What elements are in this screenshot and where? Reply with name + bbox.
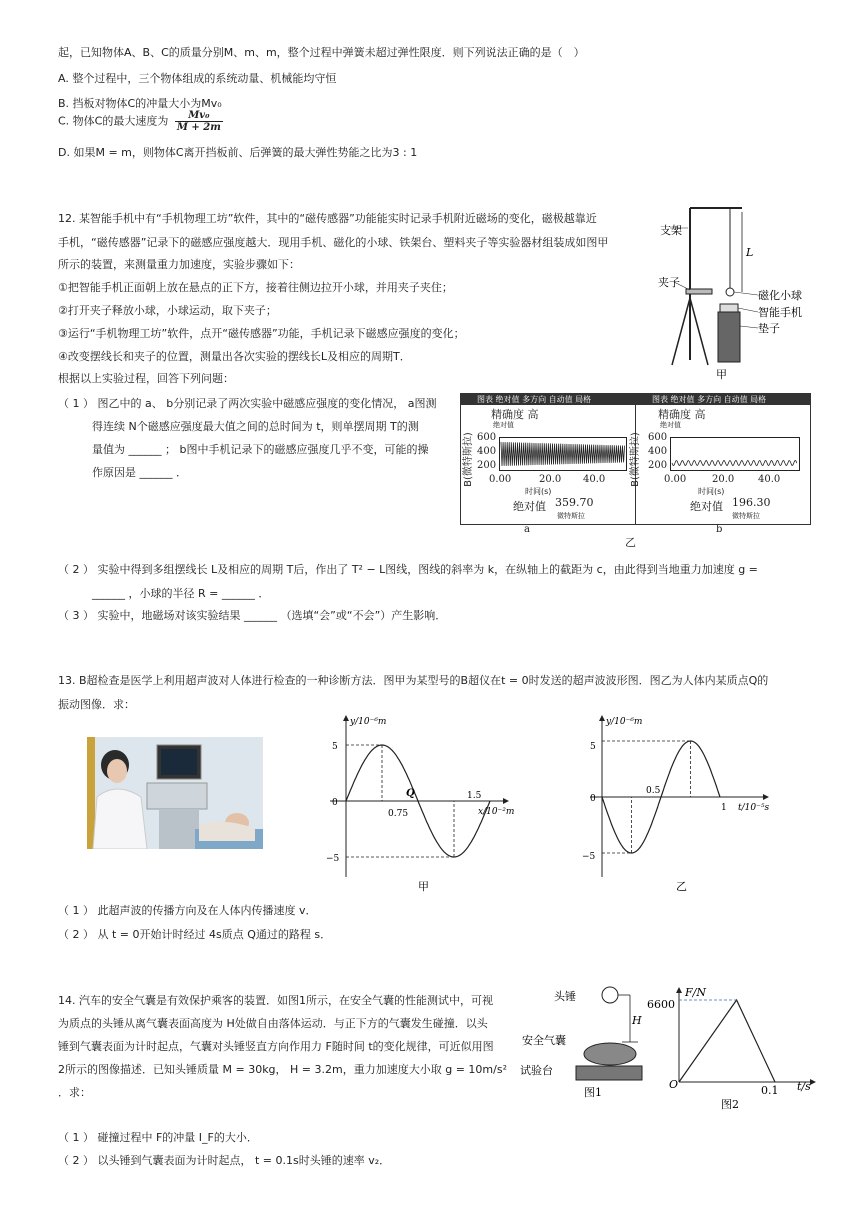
x-axis-label: 时间(s) — [698, 487, 725, 496]
x-tick: 40.0 — [758, 474, 781, 485]
figure-caption: 乙 — [676, 880, 687, 892]
q12-sub3: （ 3 ） 实验中，地磁场对该实验结果 ______ （选填“会”或“不会”）产生影响． — [58, 609, 447, 622]
plot-b — [670, 437, 800, 471]
y-axis-label: F/N — [685, 986, 706, 999]
precision-label: 精确度 高 — [491, 408, 539, 421]
q12-line1: 12. 某智能手机中有“手机物理工坊”软件，其中的“磁传感器”功能能实时记录手机附近磁场的变化，磁极越靠近 — [58, 212, 597, 225]
origin-label: 0 — [332, 798, 338, 808]
tripod-leg — [690, 298, 708, 365]
q12-sub2-line-a: （ 2 ） 实验中得到多组摆线长 L及相应的周期 T后，作出了 T² − L图线，图线的斜率为 k，在纵轴上的截距为 c，由此得到当地重力加速度 g = — [58, 563, 758, 576]
q11-option-a: A. 整个过程中，三个物体组成的系统动量、机械能均守恒 — [58, 72, 337, 85]
origin-label: O — [669, 1078, 679, 1091]
y-max-label: 5 — [590, 742, 596, 752]
signal-line-a — [501, 442, 625, 466]
y-max-label: 5 — [332, 742, 338, 752]
q13-line1: 13. B超检查是医学上利用超声波对人体进行检查的一种诊断方法．图甲为某型号的B超仪在t = 0时发送的超声波波形图．图乙为人体内某质点Q的 — [58, 674, 769, 687]
panel-b-label: b — [716, 524, 723, 535]
length-label: L — [746, 246, 754, 259]
q12-sub1-line-b: 得连续 N个磁感应强度最大值之间的总时间为 t，则单摆周期 T的测 — [92, 420, 419, 433]
table-label: 试验台 — [520, 1064, 553, 1077]
x-end-label: 0.1 — [761, 1084, 779, 1097]
y-axis-label: B(微特斯拉) — [629, 432, 641, 487]
x-tick: 20.0 — [712, 474, 735, 485]
y-tick: 600 — [477, 432, 497, 443]
ball-label: 磁化小球 — [758, 289, 802, 302]
app-menu-bar: 图表 绝对值 多方向 自动值 局格 — [636, 394, 810, 405]
point-q-label: Q — [406, 788, 415, 799]
x-axis-label: 时间(s) — [525, 487, 552, 496]
q13-line2: 振动图像．求： — [58, 698, 135, 711]
unit-a: 微特斯拉 — [557, 512, 585, 520]
q12-sub1-line-d: 作原因是 ______ ． — [92, 466, 187, 479]
cushion — [718, 312, 740, 362]
x-tick-label: 1.5 — [467, 791, 482, 801]
q14-line3: 锤到气囊表面为计时起点，气囊对头锤竖直方向作用力 F随时间 t的变化规律，可近似用图 — [58, 1040, 494, 1053]
q14-sub1: （ 1 ） 碰撞过程中 F的冲量 I_F的大小． — [58, 1131, 258, 1144]
phone-label: 智能手机 — [758, 306, 802, 319]
absval-caption: 绝对值 — [660, 421, 681, 429]
clip-label: 夹子 — [658, 276, 680, 289]
y-axis-label: y/10⁻⁶m — [606, 717, 643, 727]
abs-value-b: 196.30 — [732, 496, 771, 509]
x-tick: 20.0 — [539, 474, 562, 485]
figure-caption: 甲 — [716, 368, 727, 380]
ultrasound-scene-illustration — [87, 737, 263, 849]
figure-caption: 图2 — [721, 1098, 739, 1111]
fraction-denominator: M + 2m — [176, 122, 221, 133]
q11-option-b: B. 挡板对物体C的冲量大小为Mv₀ — [58, 97, 222, 110]
x-tick: 0.00 — [489, 474, 512, 485]
figure-caption: 图1 — [584, 1086, 602, 1099]
x-tick-label: 0.5 — [646, 786, 661, 796]
q14-line1: 14. 汽车的安全气囊是有效保护乘客的装置．如图1所示，在安全气囊的性能测试中，可视 — [58, 994, 493, 1007]
force-series — [679, 1000, 775, 1082]
abs-value-label: 绝对值 — [690, 500, 723, 513]
y-tick: 200 — [648, 460, 668, 471]
head-label: 头锤 — [554, 990, 576, 1003]
airbag-test-figure — [518, 982, 648, 1102]
magnetometer-figure — [460, 393, 811, 525]
label-leader — [738, 308, 758, 312]
x-tick-label: 0.75 — [388, 809, 409, 819]
force-time-graph — [645, 984, 820, 1114]
figure-caption: 甲 — [418, 880, 429, 892]
q12-step1: ①把智能手机正面朝上放在悬点的正下方，接着往侧边拉开小球，并用夹子夹住； — [58, 281, 453, 294]
x-axis-label: t/s — [797, 1080, 811, 1093]
y-tick: 200 — [477, 460, 497, 471]
plot-a — [499, 437, 627, 471]
q12-sub1-line-c: 量值为 ______ ； b图中手机记录下的磁感应强度几乎不变，可能的操 — [92, 443, 429, 456]
x-tick: 40.0 — [583, 474, 606, 485]
x-tick-label: 1 — [721, 803, 727, 813]
y-max-label: 6600 — [647, 998, 675, 1011]
base-label: 垫子 — [758, 322, 780, 335]
fraction-numerator: Mv₀ — [175, 110, 223, 122]
precision-label: 精确度 高 — [658, 408, 706, 421]
absval-caption: 绝对值 — [493, 421, 514, 429]
vibration-graph-yi — [580, 712, 780, 892]
abs-value-a: 359.70 — [555, 496, 594, 509]
q11-option-c-fraction — [175, 110, 223, 133]
q11-option-d: D. 如果M = m，则物体C离开挡板前、后弹簧的最大弹性势能之比为3 : 1 — [58, 146, 418, 159]
abs-value-label: 绝对值 — [513, 500, 546, 513]
pendulum-apparatus-figure — [650, 200, 815, 380]
ultrasound-photo — [87, 737, 263, 849]
y-axis-label: B(微特斯拉) — [462, 432, 474, 487]
test-table — [576, 1066, 642, 1080]
q13-sub2: （ 2 ） 从 t = 0开始计时经过 4s质点 Q通过的路程 s． — [58, 928, 332, 941]
panel-a-label: a — [524, 524, 530, 535]
q14-line2: 为质点的头锤从离气囊表面高度为 H处做自由落体运动．与正下方的气囊发生碰撞．以头 — [58, 1017, 488, 1030]
H-label: H — [632, 1014, 642, 1027]
q12-step2: ②打开夹子释放小球，小球运动，取下夹子； — [58, 304, 277, 317]
q14-line4: 2所示的图像描述．已知头锤质量 M = 30kg， H = 3.2m，重力加速度大小取 g = 10m/s² — [58, 1063, 507, 1076]
label-leader — [740, 326, 758, 328]
x-axis-label: t/10⁻⁵s — [738, 803, 770, 813]
q12-step5: 根据以上实验过程，回答下列问题： — [58, 372, 234, 385]
magnetized-ball — [726, 288, 734, 296]
y-axis-label: y/10⁻⁶m — [350, 717, 387, 727]
q12-sub2-line-b: ______ ，小球的半径 R = ______ ． — [92, 587, 270, 600]
head-hammer — [602, 987, 618, 1003]
force-curve — [679, 1000, 775, 1082]
x-axis-label: x/10⁻²m — [478, 807, 515, 817]
q14-sub2: （ 2 ） 以头锤到气囊表面为计时起点， t = 0.1s时头锤的速率 v₂． — [58, 1154, 391, 1167]
q11-option-c-text: C. 物体C的最大速度为 — [58, 114, 169, 128]
figure-caption-yi: 乙 — [625, 536, 636, 549]
y-tick: 400 — [648, 446, 668, 457]
screenshot-b — [629, 394, 810, 524]
x-tick: 0.00 — [664, 474, 687, 485]
wave-graph-jia — [320, 712, 520, 892]
y-tick: 400 — [477, 446, 497, 457]
smartphone — [720, 304, 738, 312]
q12-step4: ④改变摆线长和夹子的位置，测量出各次实验的摆线长L及相应的周期T． — [58, 350, 411, 363]
q12-step3: ③运行“手机物理工坊”软件，点开“磁传感器”功能，手机记录下磁感应强度的变化； — [58, 327, 465, 340]
y-min-label: −5 — [326, 854, 340, 864]
tripod-leg — [672, 298, 690, 365]
q13-sub1: （ 1 ） 此超声波的传播方向及在人体内传播速度 v． — [58, 904, 317, 917]
frame-label: 支架 — [660, 224, 682, 237]
airbag-label: 安全气囊 — [522, 1034, 566, 1047]
airbag — [584, 1043, 636, 1065]
unit-b: 微特斯拉 — [732, 512, 760, 520]
origin-label: 0 — [590, 794, 596, 804]
screenshot-a — [461, 394, 636, 524]
q12-line2: 手机，“磁传感器”记录下的磁感应强度越大．现用手机、磁化的小球、铁架台、塑料夹子等实验器材组装成如图甲 — [58, 236, 609, 249]
signal-line-b — [672, 461, 797, 466]
app-menu-bar: 图表 绝对值 多方向 自动值 局格 — [461, 394, 635, 405]
q12-sub1-line-a: （ 1 ） 图乙中的 a、 b分别记录了两次实验中磁感应强度的变化情况， a图测 — [58, 397, 437, 410]
label-leader — [734, 292, 758, 295]
y-tick: 600 — [648, 432, 668, 443]
q11-intro: 起，已知物体A、B、C的质量分别M、m、m，整个过程中弹簧未超过弹性限度．则下列说法正确的是（ ） — [58, 46, 585, 59]
q11-option-c — [58, 110, 223, 133]
q12-line3: 所示的装置，来测量重力加速度，实验步骤如下： — [58, 258, 300, 271]
q14-line5: ．求： — [58, 1086, 91, 1099]
y-min-label: −5 — [582, 852, 596, 862]
